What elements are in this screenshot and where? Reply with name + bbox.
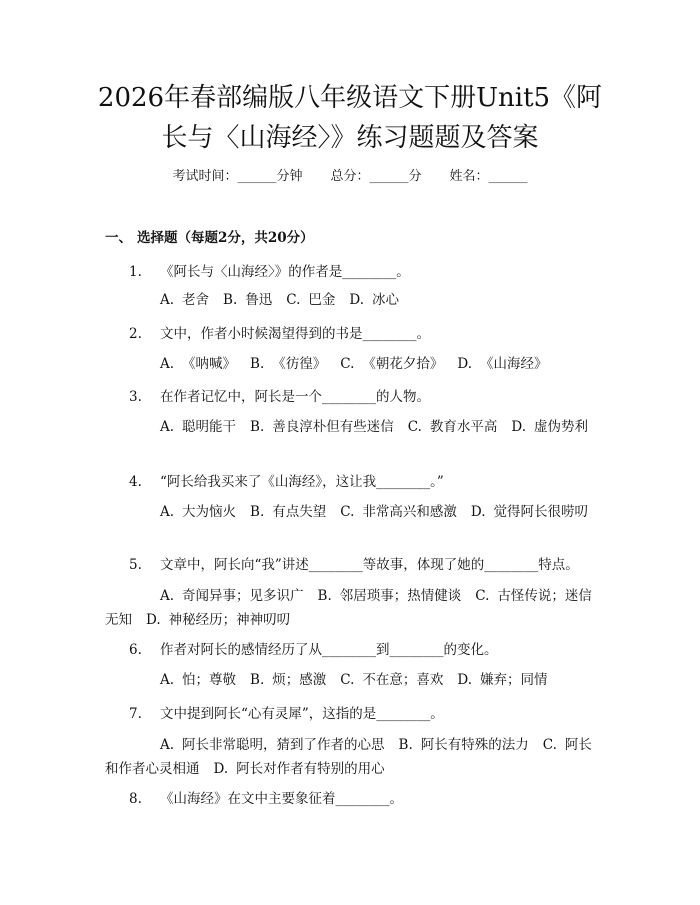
- question-5-options: [105, 584, 600, 632]
- option-a: A. 聪明能干: [160, 419, 237, 435]
- question-text: 在作者记忆中，阿长是一个________的人物。: [160, 389, 430, 405]
- question-text: 文中提到阿长“心有灵犀”，这指的是________。: [160, 706, 444, 722]
- option-c: C. 古怪传说；迷信无知: [105, 588, 592, 628]
- question-text: 作者对阿长的感情经历了从________到________的变化。: [160, 642, 498, 658]
- page-title: [88, 78, 612, 158]
- option-b: B. 《彷徨》: [250, 356, 327, 372]
- option-b: B. 阿长有特殊的法力: [398, 737, 529, 753]
- option-b: B. 善良淳朴但有些迷信: [250, 419, 394, 435]
- option-a: A. 阿长非常聪明，猜到了作者的心思: [160, 737, 385, 753]
- question-text: 文中，作者小时候渴望得到的书是________。: [160, 326, 430, 342]
- option-a: A. 老舍: [160, 292, 210, 308]
- question-4-options: [105, 500, 600, 524]
- question-number: 1.: [129, 264, 142, 280]
- total-score-label: 总分：______分: [330, 169, 422, 184]
- question-number: 8.: [129, 791, 142, 807]
- title-line-1: 2026年春部编版八年级语文下册Unit5《阿: [97, 83, 603, 113]
- question-number: 3.: [129, 389, 142, 405]
- option-c: C. 阿长和作者心灵相通: [105, 737, 592, 777]
- option-d: D. 神秘经历；神神叨叨: [146, 612, 291, 628]
- question-1-options: [105, 288, 600, 312]
- question-text: “阿长给我买来了《山海经》，这让我________。”: [160, 474, 444, 490]
- option-a: A. 奇闻异事；见多识广: [160, 588, 304, 604]
- option-b: B. 烦；感激: [250, 672, 327, 688]
- option-d: D. 阿长对作者有特别的用心: [213, 761, 385, 777]
- question-2-options: [105, 352, 600, 376]
- question-number: 5.: [129, 557, 142, 573]
- student-name-label: 姓名：______: [449, 169, 528, 184]
- exam-time-label: 考试时间：______分钟: [172, 169, 303, 184]
- question-number: 2.: [129, 326, 142, 342]
- section-number: 一、: [105, 230, 132, 246]
- option-a: A. 怕；尊敬: [160, 672, 237, 688]
- option-a: A. 大为恼火: [160, 504, 237, 520]
- question-text: 《阿长与〈山海经〉》的作者是________。: [160, 264, 410, 280]
- title-line-2: 长与〈山海经〉》练习题题及答案: [161, 123, 539, 153]
- option-b: B. 有点失望: [250, 504, 327, 520]
- option-d: D. 虚伪势利: [511, 419, 589, 435]
- question-7-options: [105, 733, 600, 781]
- exam-meta: [0, 167, 700, 187]
- option-c: C. 教育水平高: [407, 419, 498, 435]
- section-heading: [105, 228, 314, 248]
- option-d: D. 嫌弃；同情: [457, 672, 548, 688]
- question-text: 《山海经》在文中主要象征着________。: [160, 791, 403, 807]
- option-d: D. 冰心: [349, 292, 400, 308]
- option-d: D. 觉得阿长很唠叨: [470, 504, 589, 520]
- option-b: B. 邻居琐事；热情健谈: [317, 588, 462, 604]
- section-title: 选择题（每题2分，共20分）: [137, 230, 314, 246]
- option-a: A. 《呐喊》: [160, 356, 237, 372]
- option-b: B. 鲁迅: [223, 292, 273, 308]
- question-text: 文章中，阿长向“我”讲述________等故事，体现了她的________特点。: [160, 557, 579, 573]
- option-c: C. 非常高兴和感激: [340, 504, 457, 520]
- question-number: 7.: [129, 706, 142, 722]
- option-c: C. 不在意；喜欢: [340, 672, 444, 688]
- question-number: 4.: [129, 474, 142, 490]
- option-d: D. 《山海经》: [457, 356, 548, 372]
- question-number: 6.: [129, 642, 142, 658]
- question-6-options: [105, 668, 600, 692]
- option-c: C. 巴金: [286, 292, 336, 308]
- question-3-options: [105, 415, 600, 439]
- option-c: C. 《朝花夕拾》: [340, 356, 444, 372]
